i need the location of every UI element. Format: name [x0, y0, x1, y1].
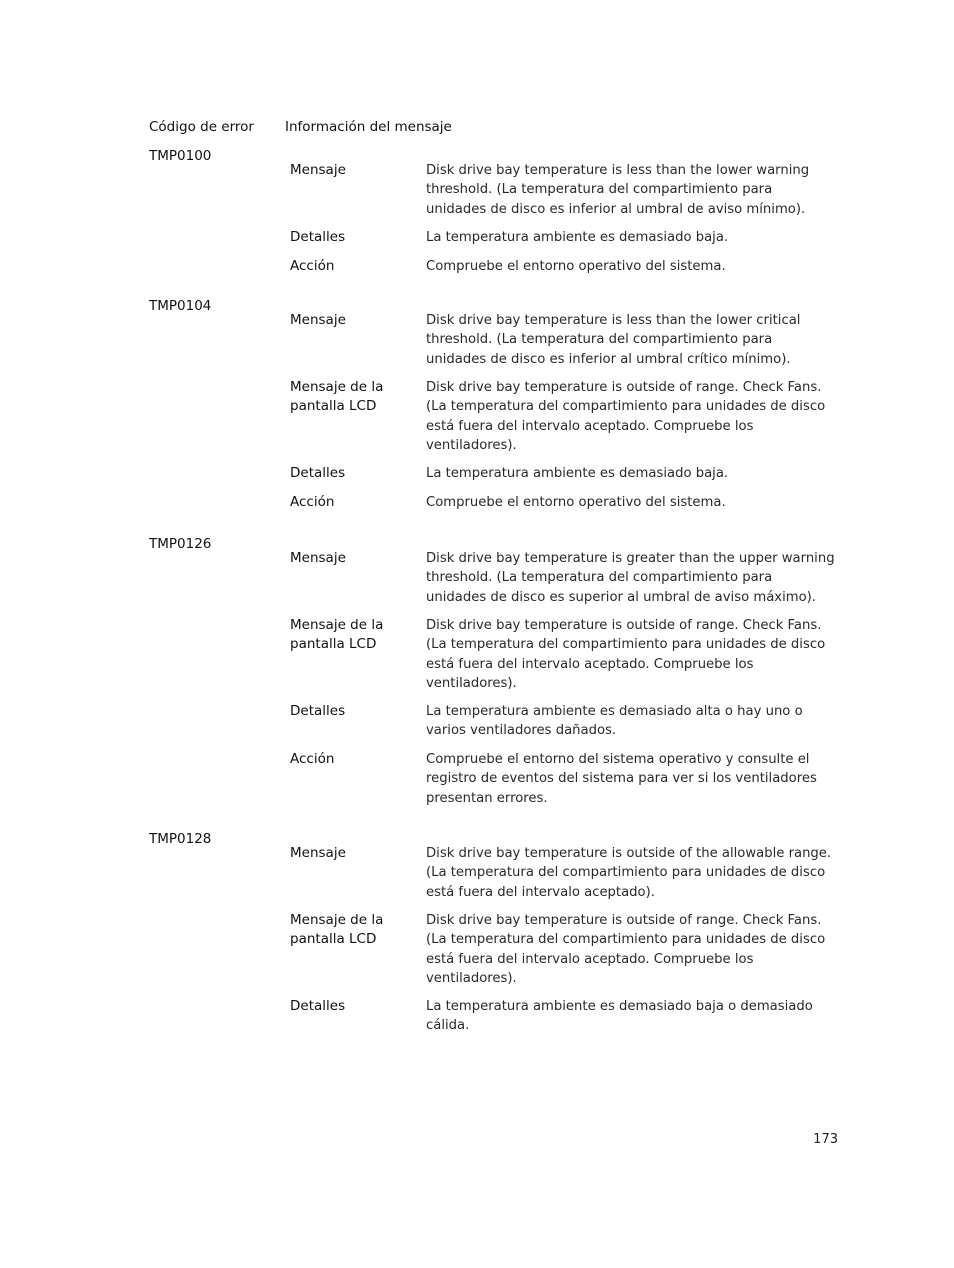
error-code: TMP0128	[149, 831, 212, 847]
row-label: Detalles	[290, 465, 346, 481]
row-label: Detalles	[290, 703, 346, 719]
row-value: Disk drive bay temperature is outside of range. Check Fans. (La temperatura del compartimiento para unidades de disco está fuera del intervalo aceptado. Compruebe los ventiladores).	[426, 913, 826, 986]
row-value: Disk drive bay temperature is greater than the upper warning threshold. (La temperatura del compartimiento para unidades de disco es superior al umbral de aviso máximo).	[426, 551, 835, 605]
row-value: La temperatura ambiente es demasiado baja.	[426, 466, 729, 481]
row-value: La temperatura ambiente es demasiado baja.	[426, 230, 729, 245]
error-code: TMP0126	[149, 536, 212, 552]
row-value: Disk drive bay temperature is outside of range. Check Fans. (La temperatura del compartimiento para unidades de disco está fuera del intervalo aceptado. Compruebe los ventiladores).	[426, 618, 826, 691]
row-label: Mensaje de la pantalla LCD	[290, 617, 384, 653]
row-label: Mensaje de la pantalla LCD	[290, 379, 384, 415]
row-label: Mensaje	[290, 550, 346, 566]
row-value: Compruebe el entorno operativo del sistema.	[426, 495, 726, 510]
row-value: Disk drive bay temperature is outside of range. Check Fans. (La temperatura del compartimiento para unidades de disco está fuera del intervalo aceptado. Compruebe los ventiladores).	[426, 380, 826, 453]
error-code: TMP0100	[149, 148, 212, 164]
table-header	[149, 119, 849, 139]
header-message-info: Información del mensaje	[285, 119, 452, 135]
row-value: La temperatura ambiente es demasiado alta o hay uno o varios ventiladores dañados.	[426, 704, 803, 739]
header-error-code: Código de error	[149, 119, 254, 135]
row-value: Disk drive bay temperature is less than the lower warning threshold. (La temperatura del compartimiento para unidades de disco es inferior al umbral de aviso mínimo).	[426, 163, 810, 217]
page-number: 173	[813, 1132, 838, 1147]
row-label: Mensaje	[290, 312, 346, 328]
row-value: La temperatura ambiente es demasiado baja o demasiado cálida.	[426, 999, 813, 1034]
row-label: Acción	[290, 751, 335, 767]
row-label: Acción	[290, 258, 335, 274]
row-label: Mensaje	[290, 845, 346, 861]
row-label: Detalles	[290, 229, 346, 245]
row-label: Acción	[290, 494, 335, 510]
row-value: Compruebe el entorno del sistema operativo y consulte el registro de eventos del sistema para ver si los ventiladores presentan errores.	[426, 752, 817, 806]
row-label: Detalles	[290, 998, 346, 1014]
row-value: Disk drive bay temperature is outside of the allowable range. (La temperatura del compartimiento para unidades de disco está fuera del intervalo aceptado).	[426, 846, 832, 900]
row-label: Mensaje	[290, 162, 346, 178]
row-label: Mensaje de la pantalla LCD	[290, 912, 384, 948]
error-code: TMP0104	[149, 298, 212, 314]
row-value: Disk drive bay temperature is less than the lower critical threshold. (La temperatura del compartimiento para unidades de disco es inferior al umbral crítico mínimo).	[426, 313, 801, 367]
row-value: Compruebe el entorno operativo del sistema.	[426, 259, 726, 274]
